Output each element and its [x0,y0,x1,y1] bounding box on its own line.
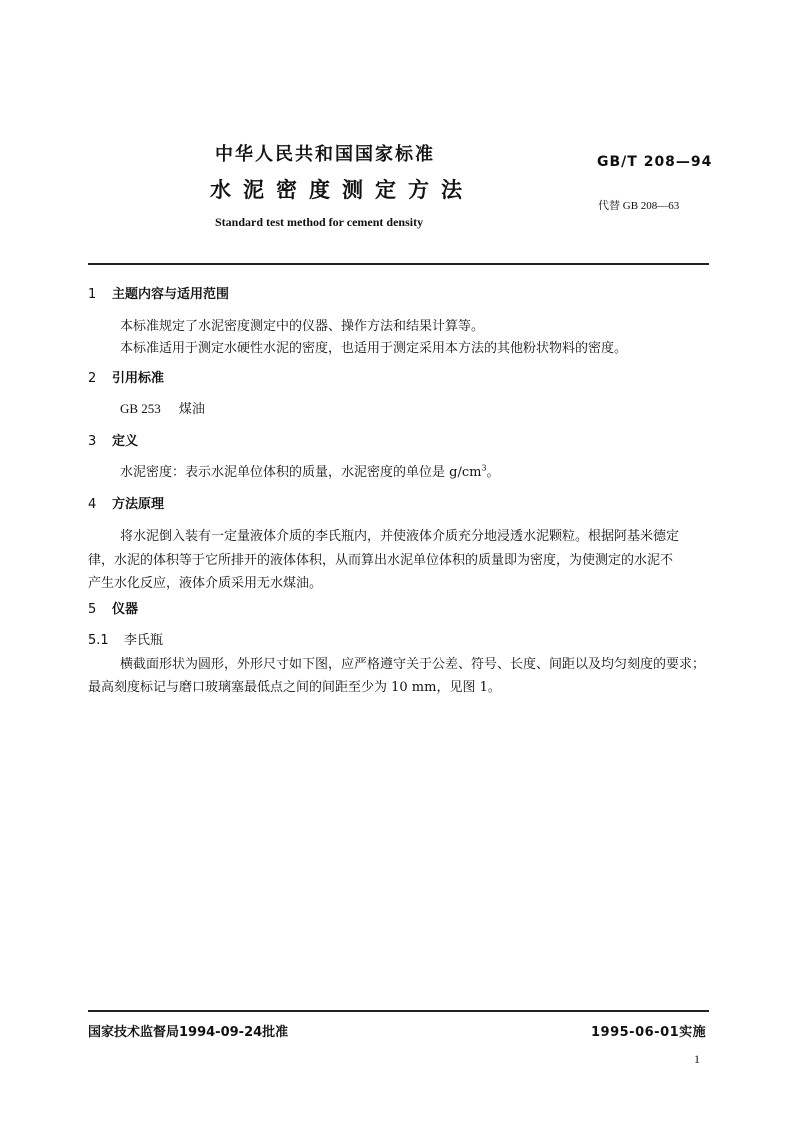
section-title: 方法原理 [112,497,165,512]
section-4-heading [88,493,164,512]
section-number: 3 [88,434,97,449]
section-2-heading [88,367,164,386]
unit-superscript: 3 [481,463,487,473]
subsection-5-1-heading [88,629,163,648]
standard-number: GB/T 208—94 [597,154,713,170]
section-number: 1 [88,287,97,302]
footer-rule [88,1010,709,1012]
reference-name: 煤油 [178,402,205,417]
document-title-english: Standard test method for cement density [215,215,424,229]
subsection-title: 李氏瓶 [124,633,164,648]
implementation-date: 1995-06-01实施 [591,1025,707,1040]
section-title: 引用标准 [112,371,165,386]
section-number: 5 [88,602,97,617]
section-4-line-1: 将水泥倒入装有一定量液体介质的李氏瓶内，并使液体介质充分地浸透水泥颗粒。根据阿基米德定 [120,529,680,544]
section-4-line-3: 产生水化反应，液体介质采用无水煤油。 [88,576,323,591]
approval-date: 国家技术监督局1994-09-24批准 [88,1025,289,1040]
header-rule [88,263,709,265]
reference-item [120,398,205,417]
definition-paragraph [120,461,500,480]
section-1-heading [88,283,229,302]
document-title: 水泥密度测定方法 [210,178,474,202]
section-5-line-2: 最高刻度标记与磨口玻璃塞最低点之间的间距至少为 10 mm，见图 1。 [88,680,501,695]
definition-text: 水泥密度：表示水泥单位体积的质量，水泥密度的单位是 g/cm [120,465,482,480]
section-3-heading [88,430,138,449]
page-number: 1 [694,1052,700,1066]
section-number: 2 [88,371,97,386]
subsection-number: 5.1 [88,633,109,648]
section-1-paragraph-1: 本标准规定了水泥密度测定中的仪器、操作方法和结果计算等。 [120,319,485,334]
replaces-note: 代替 GB 208—63 [598,200,680,212]
reference-code: GB 253 [120,401,161,416]
section-4-line-2: 律，水泥的体积等于它所排开的液体体积，从而算出水泥单位体积的质量即为密度，为使测定的水泥不 [88,553,674,568]
section-number: 4 [88,497,97,512]
section-title: 仪器 [112,602,139,617]
definition-end: 。 [486,465,500,480]
section-1-paragraph-2: 本标准适用于测定水硬性水泥的密度，也适用于测定采用本方法的其他粉状物料的密度。 [120,341,628,356]
section-title: 定义 [112,434,139,449]
section-title: 主题内容与适用范围 [112,287,230,302]
section-5-line-1: 横截面形状为圆形，外形尺寸如下图，应严格遵守关于公差、符号、长度、间距以及均匀刻度的要求； [120,657,706,672]
org-title: 中华人民共和国国家标准 [215,144,435,165]
section-5-heading [88,598,138,617]
